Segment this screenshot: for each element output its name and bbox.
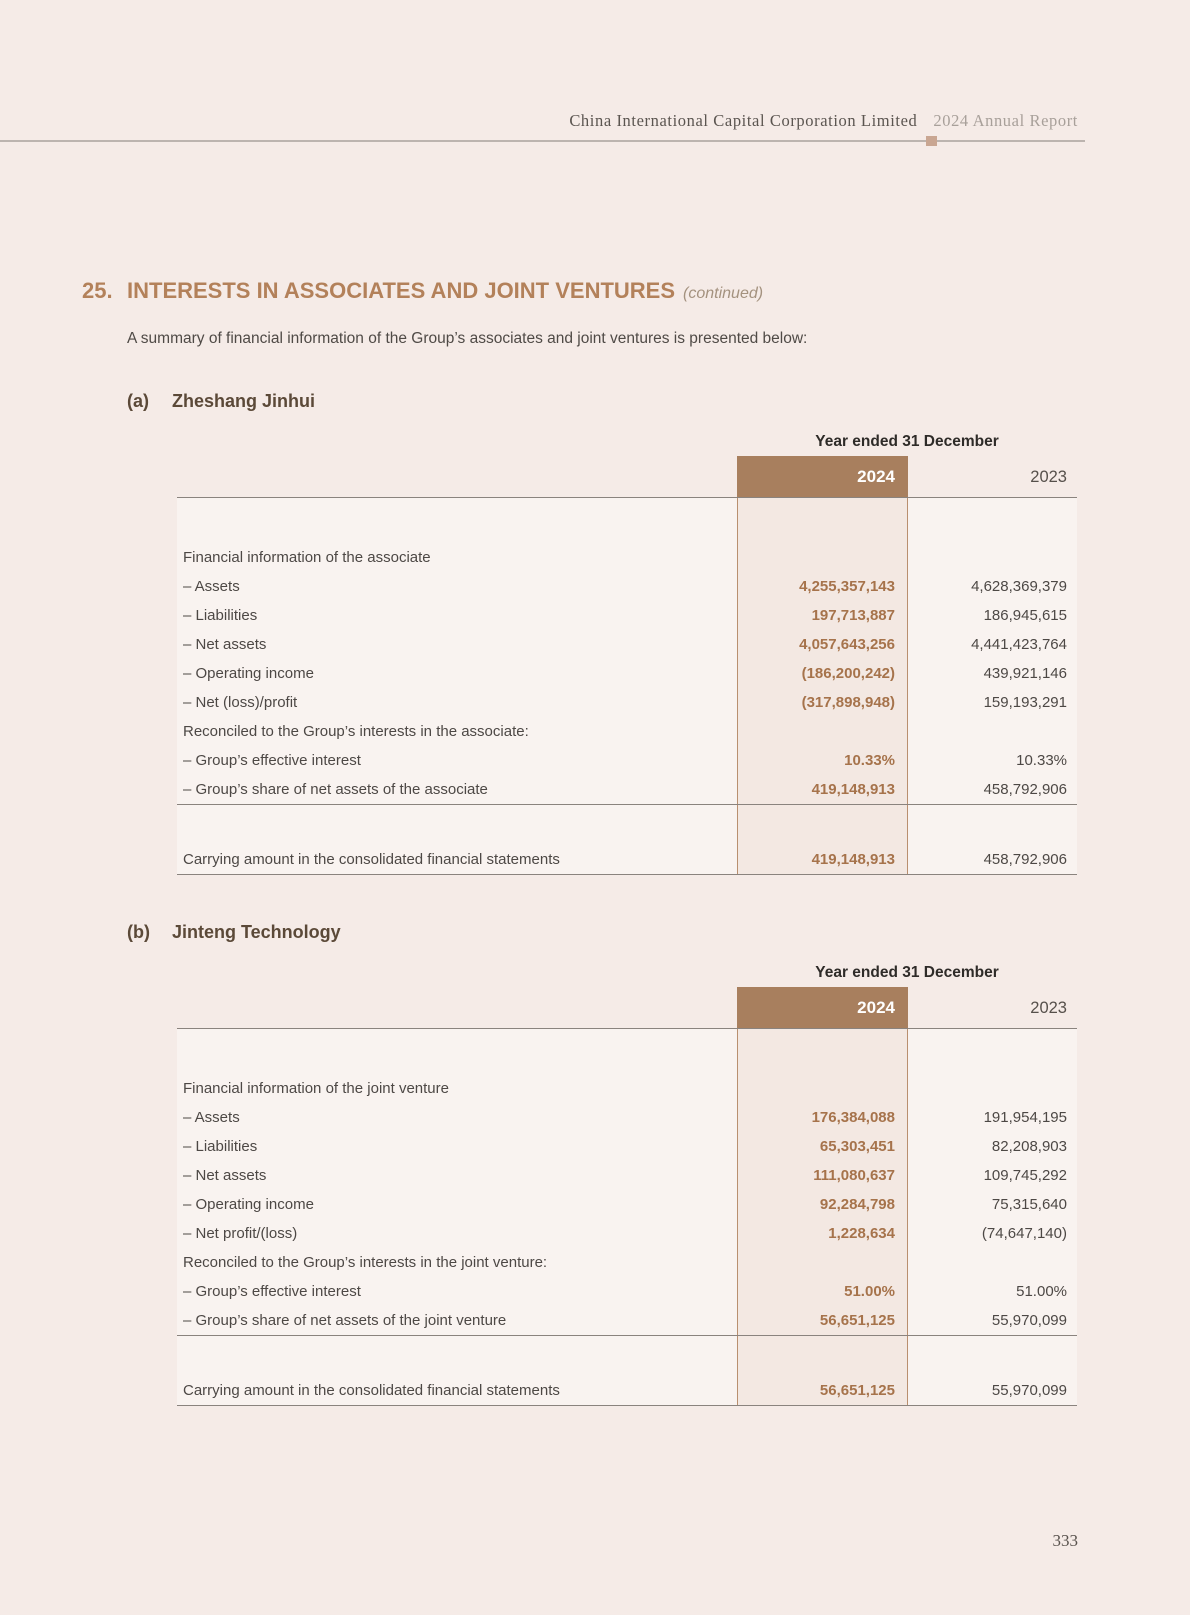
value-2024: 197,713,887 <box>811 607 895 624</box>
subsection-a-label: (a) <box>127 391 149 411</box>
table-row <box>177 1103 1077 1132</box>
table-row <box>177 1248 1077 1277</box>
table-row <box>177 601 1077 630</box>
table-row <box>177 746 1077 775</box>
header-square-marker <box>926 136 937 146</box>
value-2024: (186,200,242) <box>801 665 895 682</box>
value-2024: 65,303,451 <box>819 1138 895 1155</box>
value-2023: 159,193,291 <box>983 694 1067 711</box>
carrying-amount-row <box>177 1376 1077 1405</box>
period-header: Year ended 31 December <box>815 433 999 450</box>
column-header-2024: 2024 <box>737 456 908 497</box>
subsection-b-name: Jinteng Technology <box>172 922 341 942</box>
subsection-b-heading <box>127 922 341 943</box>
value-2023: 51.00% <box>1016 1283 1067 1300</box>
table-zheshang-jinhui <box>177 433 1077 875</box>
intro-paragraph: A summary of financial information of the Group’s associates and joint ventures is presented below: <box>127 330 808 347</box>
value-2023: 75,315,640 <box>991 1196 1067 1213</box>
row-label: Reconciled to the Group’s interests in the associate: <box>183 723 529 740</box>
row-label: – Group’s share of net assets of the associate <box>183 781 488 798</box>
value-2024: 56,651,125 <box>819 1382 895 1399</box>
value-2023: 186,945,615 <box>983 607 1067 624</box>
table-jinteng-technology <box>177 964 1077 1406</box>
value-2024: 10.33% <box>844 752 895 769</box>
value-2024: 111,080,637 <box>813 1167 895 1184</box>
table-row <box>177 1190 1077 1219</box>
row-label: – Operating income <box>183 1196 314 1213</box>
table-row <box>177 1074 1077 1103</box>
table-row <box>177 688 1077 717</box>
section-number: 25. <box>82 278 113 303</box>
value-2024: 92,284,798 <box>819 1196 895 1213</box>
row-label: – Group’s effective interest <box>183 1283 361 1300</box>
row-label: Carrying amount in the consolidated financial statements <box>183 851 560 868</box>
table-body <box>177 497 1077 875</box>
value-2023: 109,745,292 <box>983 1167 1067 1184</box>
row-label: Reconciled to the Group’s interests in the joint venture: <box>183 1254 548 1271</box>
row-label: – Net assets <box>183 1167 267 1184</box>
table-row <box>177 630 1077 659</box>
row-label: – Assets <box>183 1109 240 1126</box>
value-2024: 1,228,634 <box>828 1225 895 1242</box>
value-2023: 10.33% <box>1016 752 1067 769</box>
subsection-a-heading <box>127 391 315 412</box>
column-header-2023: 2023 <box>1030 999 1067 1017</box>
row-label: – Liabilities <box>183 1138 258 1155</box>
subsection-b-label: (b) <box>127 922 150 942</box>
value-2024: 419,148,913 <box>811 781 895 798</box>
row-label: – Liabilities <box>183 607 258 624</box>
value-2023: 55,970,099 <box>991 1312 1067 1329</box>
row-label: – Net (loss)/profit <box>183 694 298 711</box>
value-2023: 458,792,906 <box>983 781 1067 798</box>
value-2024: 176,384,088 <box>811 1109 895 1126</box>
row-label: – Group’s share of net assets of the joint venture <box>183 1312 507 1329</box>
table-body <box>177 1028 1077 1406</box>
carrying-amount-row <box>177 845 1077 874</box>
value-2023: 191,954,195 <box>983 1109 1067 1126</box>
row-label: Carrying amount in the consolidated financial statements <box>183 1382 560 1399</box>
row-label: – Operating income <box>183 665 314 682</box>
table-row <box>177 1161 1077 1190</box>
row-label: – Assets <box>183 578 240 595</box>
continued-note: (continued) <box>683 285 764 302</box>
column-header-2024: 2024 <box>737 987 908 1028</box>
value-2023: 4,628,369,379 <box>971 578 1067 595</box>
company-name: China International Capital Corporation Limited <box>569 111 918 130</box>
value-2024: 51.00% <box>844 1283 895 1300</box>
table-row <box>177 775 1077 804</box>
row-label: – Net profit/(loss) <box>183 1225 298 1242</box>
value-2024: (317,898,948) <box>801 694 895 711</box>
table-row <box>177 659 1077 688</box>
row-label: Financial information of the associate <box>183 549 431 566</box>
table-rows <box>177 1074 1077 1335</box>
value-2024: 56,651,125 <box>819 1312 895 1329</box>
table-divider-line <box>177 804 1077 805</box>
value-2024: 4,057,643,256 <box>799 636 895 653</box>
column-header-2023: 2023 <box>1030 468 1067 486</box>
table-row <box>177 1306 1077 1335</box>
table-divider-line <box>177 1335 1077 1336</box>
value-2023: 55,970,099 <box>991 1382 1067 1399</box>
row-label: – Group’s effective interest <box>183 752 361 769</box>
section-title <box>82 278 763 304</box>
row-label: – Net assets <box>183 636 267 653</box>
table-row <box>177 717 1077 746</box>
table-row <box>177 572 1077 601</box>
table-rows <box>177 543 1077 804</box>
value-2024: 419,148,913 <box>811 851 895 868</box>
table-row <box>177 543 1077 572</box>
table-row <box>177 1277 1077 1306</box>
value-2023: (74,647,140) <box>981 1225 1067 1242</box>
row-label: Financial information of the joint venture <box>183 1080 449 1097</box>
value-2024: 4,255,357,143 <box>799 578 895 595</box>
value-2023: 82,208,903 <box>991 1138 1067 1155</box>
page-header <box>569 111 1078 131</box>
value-2023: 458,792,906 <box>983 851 1067 868</box>
value-2023: 439,921,146 <box>983 665 1067 682</box>
header-rule <box>0 140 1085 142</box>
table-row <box>177 1132 1077 1161</box>
value-2023: 4,441,423,764 <box>971 636 1067 653</box>
period-header: Year ended 31 December <box>815 964 999 981</box>
subsection-a-name: Zheshang Jinhui <box>172 391 316 411</box>
page-number: 333 <box>1052 1531 1078 1550</box>
table-row <box>177 1219 1077 1248</box>
section-title-text: INTERESTS IN ASSOCIATES AND JOINT VENTURES <box>127 278 676 303</box>
report-title: 2024 Annual Report <box>933 111 1078 130</box>
